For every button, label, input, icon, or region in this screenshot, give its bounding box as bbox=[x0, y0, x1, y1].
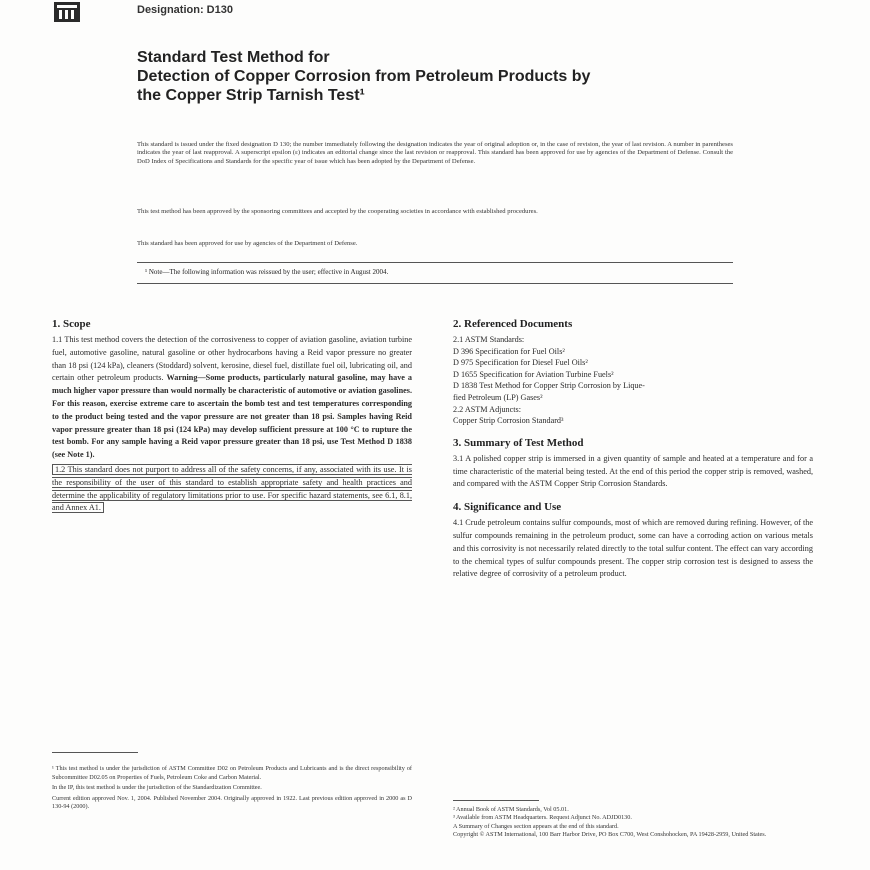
footnote: Current edition approved Nov. 1, 2004. Published November 2004. Originally approved in 1922. Last previous edition approved in 2000 as D 130-94 (2000). bbox=[52, 794, 412, 811]
list-item: D 1838 Test Method for Copper Strip Corrosion by Lique- bbox=[453, 381, 645, 391]
footnote: ¹ This test method is under the jurisdiction of ASTM Committee D02 on Petroleum Products and Lubricants and is the direct responsibility of Subcommittee D02.05 on Properties of Fuels, Petroleum Coke and Carbon Material. bbox=[52, 765, 412, 781]
warning-text: Warning—Some products, particularly natural gasoline, may have a much higher vapor pressure than would normally be characteristic of automotive or aviation gasolines. For this reason, exercise extreme care to ascertain the bomb test and test temperatures corresponding to the product being tested and the vapor pressure are not greater than 18 psi. Samples having Reid vapor pressure greater than 18 psi (124 kPa) may develop sufficient pressure at 100 °C to rupture the test bomb. For any sample having a Reid vapor pressure greater than 18 psi, use Test Method D 1838 (see Note 1). bbox=[52, 373, 413, 460]
title-line: the Copper Strip Tarnish Test¹ bbox=[137, 87, 365, 104]
title-line: Detection of Copper Corrosion from Petroleum Products by bbox=[137, 68, 591, 85]
significance-paragraph: 4.1 Crude petroleum contains sulfur compounds, most of which are removed during refining. However, of the sulfur compounds remaining in the petroleum product, some can have a corroding action on various metals and this corrosivity is not necessarily related directly to the total sulfur content. The effect can vary according to the chemical types of sulfur compounds present. The copper strip corrosion test is designed to assess the relative degree of corrosivity of a petroleum product. bbox=[453, 518, 813, 579]
footnote-rule bbox=[453, 800, 539, 801]
list-item: D 1655 Specification for Aviation Turbine Fuels² bbox=[453, 369, 614, 379]
footnote: In the IP, this test method is under the jurisdiction of the Standardization Committee. bbox=[52, 784, 262, 792]
scope-heading: 1. Scope bbox=[52, 318, 91, 330]
list-item: fied Petroleum (LP) Gases² bbox=[453, 392, 543, 402]
list-item: 2.1 ASTM Standards: bbox=[453, 335, 525, 344]
list-item: D 396 Specification for Fuel Oils² bbox=[453, 346, 565, 356]
referenced-documents-heading: 2. Referenced Documents bbox=[453, 318, 573, 330]
summary-heading: 3. Summary of Test Method bbox=[453, 436, 584, 449]
referenced-documents-list bbox=[453, 334, 813, 427]
right-footnotes bbox=[453, 806, 813, 840]
footnote: ² Annual Book of ASTM Standards, Vol 05.01. bbox=[453, 806, 569, 813]
scope-text: 1.1 This test method covers the detection of the corrosiveness to copper of aviation gasoline, aviation turbine fuel, automotive gasoline, natural gasoline or other hydrocarbons having a Reid vapor pressure no greater than 18 psi (124 kPa), cleaners (Stoddard) solvent, kerosine, diesel fuel, distillate fuel oil, lubricating oil, and certain other petroleum products. bbox=[52, 335, 412, 383]
summary-paragraph: 3.1 A polished copper strip is immersed in a given quantity of sample and heated at a temperature and for a time characteristic of the material being tested. At the end of this period the copper strip is removed, washed, and compared with the ASTM Copper Strip Corrosion Standards. bbox=[453, 453, 813, 489]
list-item: D 975 Specification for Diesel Fuel Oils² bbox=[453, 358, 588, 368]
dod-notice: This standard has been approved for use by agencies of the Department of Defense. bbox=[137, 240, 358, 247]
title-line: Standard Test Method for bbox=[137, 49, 330, 66]
left-column bbox=[52, 318, 412, 515]
astm-logo-icon bbox=[54, 2, 80, 22]
standard-issued-notice: This standard is issued under the fixed designation D 130; the number immediately following the designation indicates the year of original adoption or, in the case of revision, the year of last revision. A number in parentheses indicates the year of last reapproval. A superscript epsilon (ε) indicates an editorial change since the last revision or reapproval. This standard has been approved for use by agencies of the Department of Defense. Consult the DoD Index of Specifications and Standards for the specific year of issue which has been adopted by the Department of Defense. bbox=[137, 141, 733, 165]
approval-notice: This test method has been approved by the sponsoring committees and accepted by the cooperating societies in accordance with established procedures. bbox=[137, 208, 538, 215]
footnote: Copyright © ASTM International, 100 Barr Harbor Drive, PO Box C700, West Conshohocken, PA 19428-2959, United States. bbox=[453, 831, 767, 839]
footnote-rule bbox=[52, 752, 138, 753]
list-item: Copper Strip Corrosion Standard³ bbox=[453, 416, 564, 426]
significance-heading: 4. Significance and Use bbox=[453, 501, 562, 514]
boxed-notice bbox=[137, 262, 733, 284]
safety-paragraph bbox=[52, 464, 412, 515]
footnote: ³ Available from ASTM Headquarters. Request Adjunct No. ADJD0130. bbox=[453, 814, 632, 822]
boxed-notice-text: ¹ Note—The following information was reissued by the user; effective in August 2004. bbox=[145, 268, 389, 276]
right-column bbox=[453, 318, 813, 591]
left-footnotes bbox=[52, 765, 412, 812]
document-title bbox=[137, 48, 777, 105]
scope-paragraph bbox=[52, 334, 412, 462]
list-item: 2.2 ASTM Adjuncts: bbox=[453, 404, 522, 414]
safety-text: 1.2 This standard does not purport to address all of the safety concerns, if any, associated with its use. It is the responsibility of the user of this standard to establish appropriate safety and health practices and determine the applicability of regulatory limitations prior to use. For specific hazard statements, see 6.1, 8.1, and Annex A1. bbox=[52, 464, 412, 513]
footnote: A Summary of Changes section appears at the end of this standard. bbox=[453, 822, 619, 830]
designation: Designation: D130 bbox=[137, 4, 233, 16]
